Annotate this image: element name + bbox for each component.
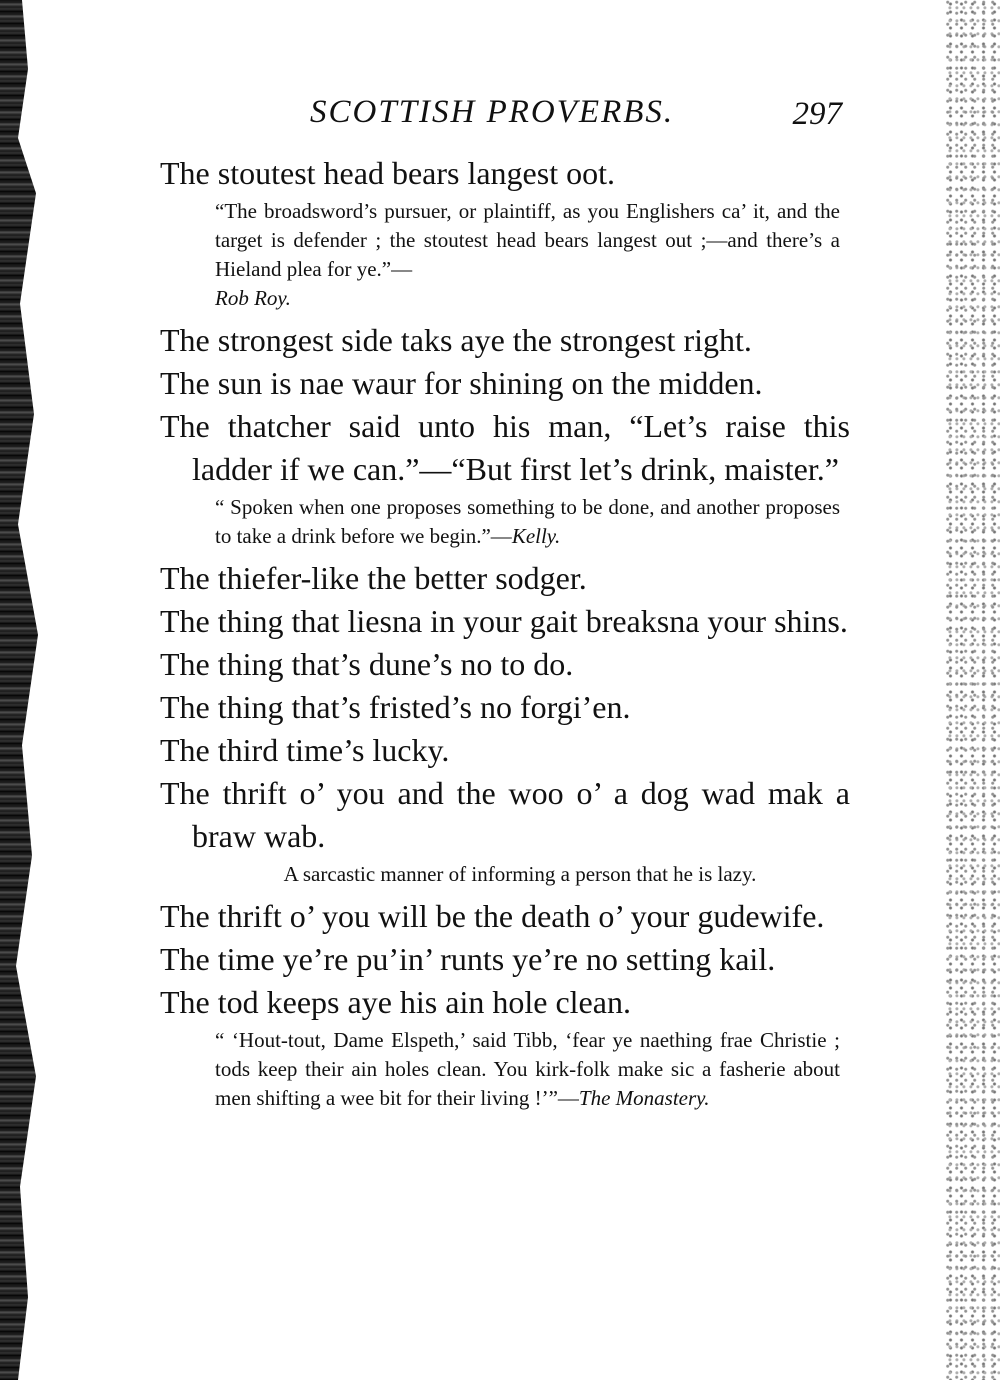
proverb-entry bbox=[160, 405, 850, 551]
proverb-entry bbox=[160, 319, 850, 362]
note-text: “ ‘Hout-tout, Dame Elspeth,’ said Tibb, ‘fear ye naething frae Christie ; tods keep their ain holes clean. You kirk-folk make sic a fasherie about men shifting a wee bit for their living !’”— bbox=[215, 1028, 840, 1110]
running-head-title: SCOTTISH PROVERBS. bbox=[310, 94, 675, 130]
proverb-text: The thatcher said unto his man, “Let’s raise this ladder if we can.”—“But first let’s drink, maister.” bbox=[160, 408, 850, 487]
note-text: “ Spoken when one proposes something to be done, and another proposes to take a drink before we begin.”— bbox=[215, 495, 840, 548]
proverb-list bbox=[160, 152, 850, 1113]
proverb-entry bbox=[160, 643, 850, 686]
proverb-text: The tod keeps aye his ain hole clean. bbox=[160, 984, 631, 1020]
proverb-text: The third time’s lucky. bbox=[160, 732, 450, 768]
proverb-text: The thrift o’ you will be the death o’ your gudewife. bbox=[160, 898, 825, 934]
proverb-note bbox=[160, 197, 850, 313]
proverb-text: The thing that’s dune’s no to do. bbox=[160, 646, 574, 682]
book-page bbox=[160, 90, 850, 1119]
proverb-text: The strongest side taks aye the strongest right. bbox=[160, 322, 752, 358]
note-text: “The broadsword’s pursuer, or plaintiff, as you Englishers ca’ it, and the target is defender ; the stoutest head bears langest out ;—and there’s a Hieland plea for ye.”— bbox=[215, 199, 840, 281]
scan-left-edge bbox=[0, 0, 40, 1380]
proverb-entry bbox=[160, 938, 850, 981]
proverb-entry bbox=[160, 729, 850, 772]
proverb-entry bbox=[160, 557, 850, 600]
proverb-text: The thrift o’ you and the woo o’ a dog wad mak a braw wab. bbox=[160, 775, 850, 854]
proverb-entry bbox=[160, 686, 850, 729]
running-head bbox=[160, 90, 850, 140]
proverb-note bbox=[160, 1026, 850, 1113]
scan-right-edge bbox=[945, 0, 1000, 1380]
page-number: 297 bbox=[792, 96, 842, 132]
note-source: Rob Roy. bbox=[215, 286, 291, 310]
note-source: The Monastery. bbox=[578, 1086, 710, 1110]
proverb-text: The sun is nae waur for shining on the midden. bbox=[160, 365, 763, 401]
proverb-entry bbox=[160, 772, 850, 889]
proverb-entry bbox=[160, 362, 850, 405]
proverb-text: The thiefer-like the better sodger. bbox=[160, 560, 587, 596]
proverb-entry bbox=[160, 981, 850, 1113]
proverb-note bbox=[160, 493, 850, 551]
note-source: Kelly. bbox=[511, 524, 561, 548]
proverb-text: The time ye’re pu’in’ runts ye’re no setting kail. bbox=[160, 941, 776, 977]
proverb-entry bbox=[160, 152, 850, 313]
proverb-text: The stoutest head bears langest oot. bbox=[160, 155, 615, 191]
proverb-text: The thing that liesna in your gait breaksna your shins. bbox=[160, 603, 848, 639]
proverb-entry bbox=[160, 895, 850, 938]
proverb-note: A sarcastic manner of informing a person that he is lazy. bbox=[283, 862, 757, 886]
proverb-entry bbox=[160, 600, 850, 643]
proverb-text: The thing that’s fristed’s no forgi’en. bbox=[160, 689, 631, 725]
